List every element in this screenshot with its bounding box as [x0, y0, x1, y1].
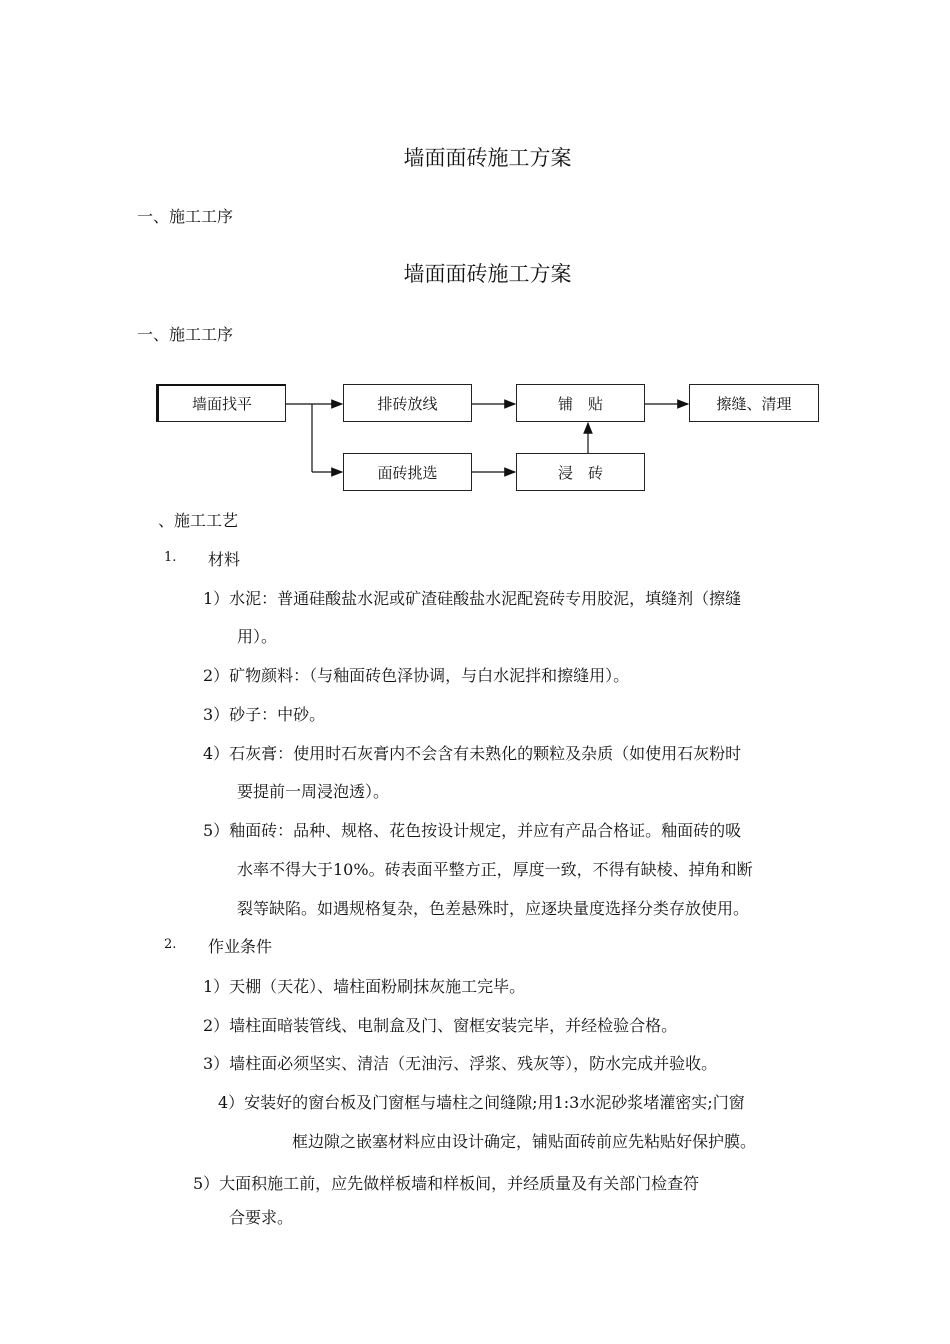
subsection-title-materials: 材料	[208, 550, 241, 569]
doc-title: 墙面面砖施工方案	[403, 146, 572, 170]
subsection-title-conditions: 作业条件	[208, 937, 273, 956]
material-item-4-cont: 要提前一周浸泡透）。	[237, 782, 390, 801]
section-heading-process: 一、施工工序	[137, 207, 234, 226]
material-item-5-cont-2: 裂等缺陷。如遇规格复杂，色差悬殊时，应逐块量度选择分类存放使用。	[237, 899, 750, 918]
section-heading-craft: 、施工工艺	[158, 511, 239, 530]
process-flow-connectors	[0, 0, 950, 520]
flow-box-tile-layout: 排砖放线	[343, 384, 472, 422]
material-item-3: 3）砂子：中砂。	[203, 705, 326, 724]
condition-item-2: 2）墙柱面暗装管线、电制盒及门、窗框安装完毕，并经检验合格。	[203, 1016, 678, 1035]
condition-item-1: 1）天棚（天花）、墙柱面粉刷抹灰施工完毕。	[203, 977, 526, 996]
doc-title-repeat: 墙面面砖施工方案	[403, 262, 572, 286]
material-item-4: 4）石灰膏：使用时石灰膏内不会含有未熟化的颗粒及杂质（如使用石灰粉时	[203, 744, 742, 763]
material-item-5: 5）釉面砖：品种、规格、花色按设计规定，并应有产品合格证。釉面砖的吸	[203, 821, 742, 840]
material-item-2: 2）矿物颜料：（与釉面砖色泽协调，与白水泥拌和擦缝用）。	[203, 666, 630, 685]
flow-box-soak: 浸 砖	[516, 453, 645, 491]
material-item-5-cont-1: 水率不得大于10%。砖表面平整方正，厚度一致，不得有缺棱、掉角和断	[237, 860, 753, 879]
subsection-number-conditions: 2.	[164, 937, 177, 952]
flow-box-tile-select: 面砖挑选	[343, 453, 472, 491]
material-item-1-cont: 用）。	[237, 627, 278, 646]
condition-item-3: 3）墙柱面必须坚实、清洁（无油污、浮浆、残灰等），防水完成并验收。	[203, 1054, 718, 1073]
flow-box-jointing: 擦缝、清理	[689, 384, 819, 422]
flow-box-wall-level: 墙面找平	[156, 384, 286, 422]
condition-item-4: 4）安装好的窗台板及门窗框与墙柱之间缝隙;用1:3水泥砂浆堵灌密实;门窗	[218, 1093, 745, 1112]
flow-box-laying: 铺 贴	[516, 384, 645, 422]
condition-item-5-cont: 合要求。	[229, 1208, 294, 1227]
subsection-number-materials: 1.	[164, 550, 177, 565]
condition-item-4-cont: 框边隙之嵌塞材料应由设计确定，铺贴面砖前应先粘贴好保护膜。	[292, 1132, 757, 1151]
section-heading-process-repeat: 一、施工工序	[137, 325, 234, 344]
material-item-1: 1）水泥：普通硅酸盐水泥或矿渣硅酸盐水泥配瓷砖专用胶泥，填缝剂（擦缝	[203, 589, 742, 608]
condition-item-5: 5）大面积施工前，应先做样板墙和样板间，并经质量及有关部门检查符	[193, 1174, 700, 1193]
